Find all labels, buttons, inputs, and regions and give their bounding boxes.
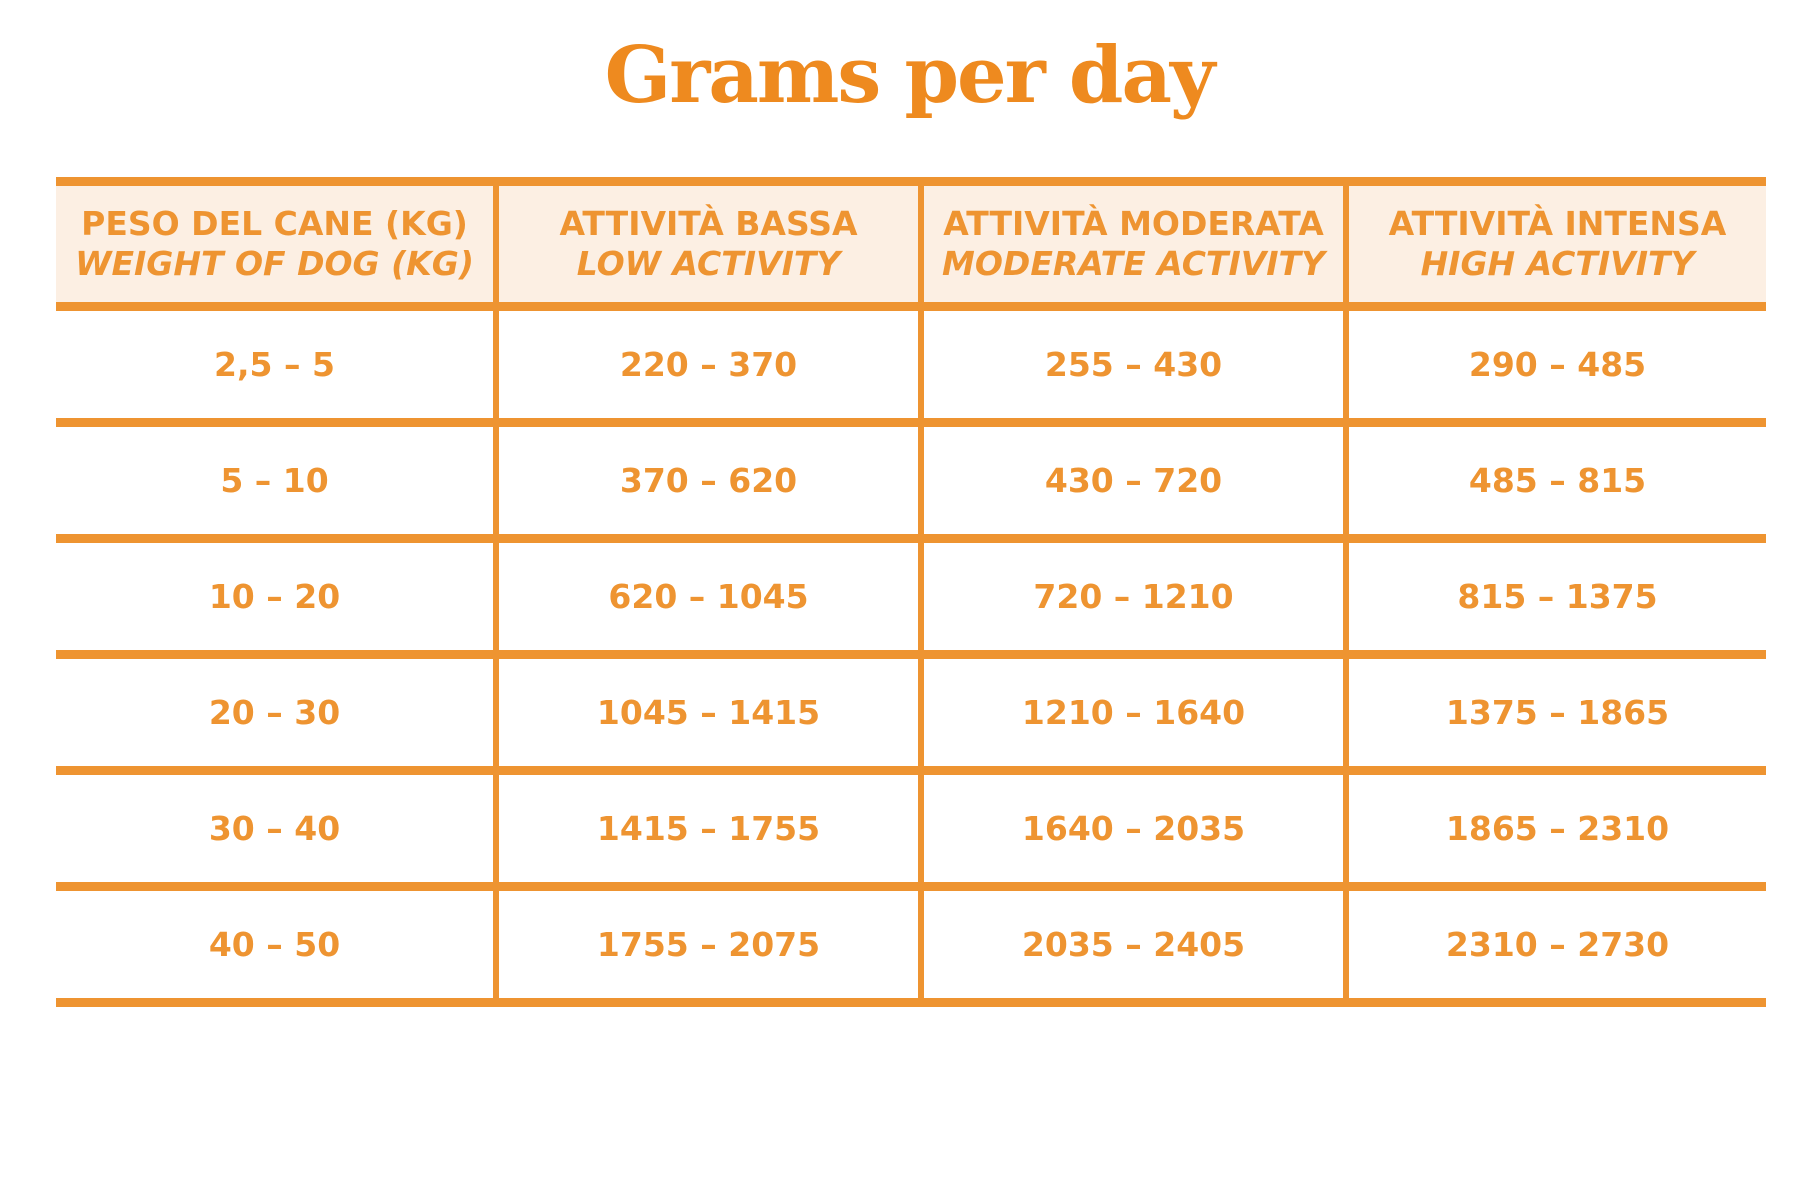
header-moderate-activity	[921, 182, 1346, 307]
header-label-it: ATTIVITÀ MODERATA	[943, 204, 1324, 243]
cell-high-activity: 485 – 815	[1346, 423, 1766, 539]
cell-moderate-activity: 2035 – 2405	[921, 887, 1346, 1003]
cell-low-activity: 1415 – 1755	[496, 771, 921, 887]
feeding-table	[56, 177, 1766, 1007]
table-row	[56, 771, 1766, 887]
header-high-activity	[1346, 182, 1766, 307]
header-label-en: LOW ACTIVITY	[576, 244, 841, 283]
cell-high-activity: 2310 – 2730	[1346, 887, 1766, 1003]
cell-weight: 5 – 10	[56, 423, 496, 539]
cell-weight: 40 – 50	[56, 887, 496, 1003]
cell-high-activity: 290 – 485	[1346, 307, 1766, 423]
cell-low-activity: 1045 – 1415	[496, 655, 921, 771]
header-label-en: HIGH ACTIVITY	[1420, 244, 1695, 283]
table-row	[56, 539, 1766, 655]
cell-weight: 20 – 30	[56, 655, 496, 771]
cell-weight: 10 – 20	[56, 539, 496, 655]
cell-high-activity: 1865 – 2310	[1346, 771, 1766, 887]
cell-low-activity: 370 – 620	[496, 423, 921, 539]
cell-moderate-activity: 255 – 430	[921, 307, 1346, 423]
header-label-en: WEIGHT OF DOG (KG)	[75, 244, 474, 283]
header-label-it: PESO DEL CANE (KG)	[81, 204, 468, 243]
table-row	[56, 887, 1766, 1003]
header-label-it: ATTIVITÀ BASSA	[559, 204, 858, 243]
cell-moderate-activity: 1210 – 1640	[921, 655, 1346, 771]
header-weight	[56, 182, 496, 307]
cell-weight: 2,5 – 5	[56, 307, 496, 423]
cell-moderate-activity: 720 – 1210	[921, 539, 1346, 655]
header-low-activity	[496, 182, 921, 307]
cell-moderate-activity: 430 – 720	[921, 423, 1346, 539]
cell-moderate-activity: 1640 – 2035	[921, 771, 1346, 887]
cell-low-activity: 1755 – 2075	[496, 887, 921, 1003]
table-row	[56, 307, 1766, 423]
header-row	[56, 182, 1766, 307]
table-row	[56, 655, 1766, 771]
header-label-en: MODERATE ACTIVITY	[942, 244, 1325, 283]
cell-high-activity: 1375 – 1865	[1346, 655, 1766, 771]
table-row	[56, 423, 1766, 539]
cell-low-activity: 220 – 370	[496, 307, 921, 423]
header-label-it: ATTIVITÀ INTENSA	[1388, 204, 1727, 243]
page-title: Grams per day	[604, 30, 1214, 121]
feeding-table-container	[56, 177, 1766, 1007]
cell-weight: 30 – 40	[56, 771, 496, 887]
cell-low-activity: 620 – 1045	[496, 539, 921, 655]
cell-high-activity: 815 – 1375	[1346, 539, 1766, 655]
